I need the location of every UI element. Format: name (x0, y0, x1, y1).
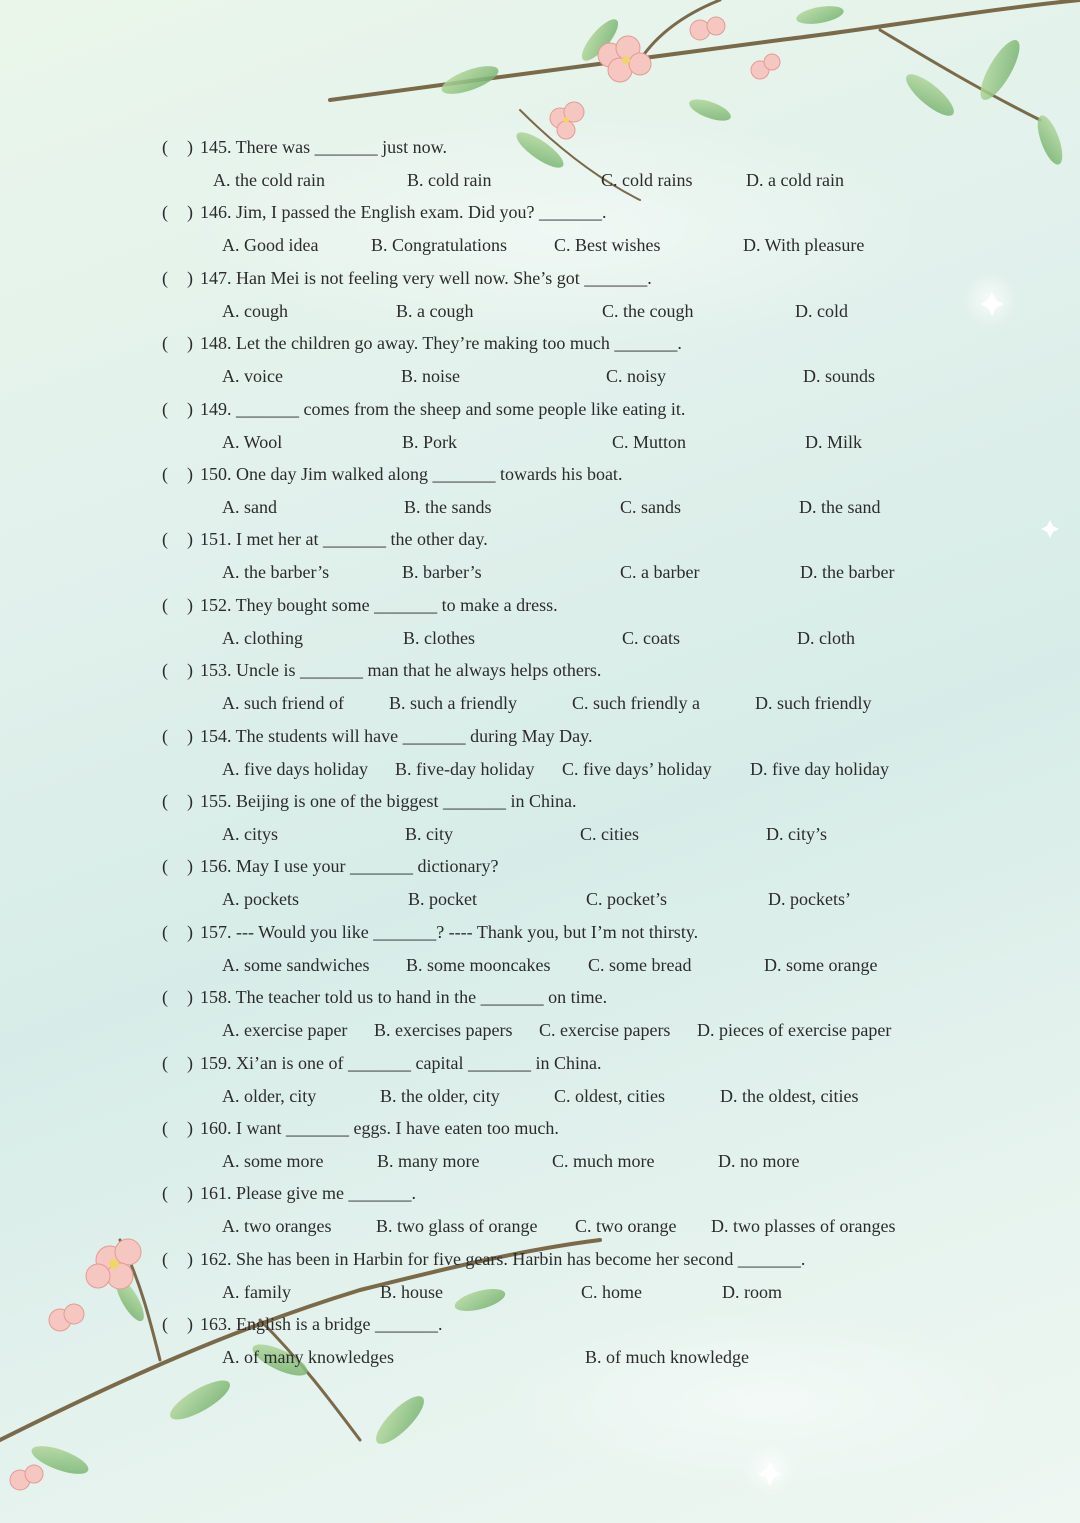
option-b: B. barber’s (402, 562, 482, 583)
option-d: D. sounds (803, 366, 876, 387)
option-b: B. the older, city (380, 1085, 500, 1106)
option-c: C. sands (620, 497, 682, 517)
answer-paren-close: ) (187, 464, 193, 484)
option-a: A. voice (222, 366, 283, 387)
answer-paren-open: ( (162, 921, 168, 942)
option-b: B. Pork (402, 431, 458, 452)
option-a: A. some sandwiches (222, 954, 370, 975)
question-stem: 154. The students will have _______ during May Day. (200, 725, 593, 746)
option-a: A. sand (222, 497, 277, 517)
option-c: C. cities (580, 824, 639, 844)
question-stem: 149. _______ comes from the sheep and some people like eating it. (200, 398, 686, 419)
option-c: C. pocket’s (586, 889, 667, 910)
option-a: A. two oranges (222, 1216, 332, 1237)
option-d: D. some orange (764, 954, 878, 975)
option-b: B. two glass of orange (376, 1216, 538, 1237)
option-d: D. the sand (799, 497, 881, 517)
question-stem: 155. Beijing is one of the biggest _______ in China. (200, 791, 577, 811)
option-d: D. cloth (797, 627, 855, 648)
answer-paren-close: ) (187, 1314, 193, 1335)
answer-paren-close: ) (187, 1248, 193, 1269)
option-b: B. exercises papers (374, 1020, 513, 1041)
option-d: D. cold (795, 300, 848, 321)
option-a: A. such friend of (222, 693, 344, 714)
option-d: D. the barber (800, 562, 895, 583)
question-stem: 162. She has been in Harbin for five gears. Harbin has become her second _______. (200, 1248, 806, 1269)
question-stem: 152. They bought some _______ to make a dress. (200, 594, 558, 615)
answer-paren-open: ( (162, 725, 168, 746)
option-c: C. such friendly a (572, 693, 700, 714)
question-stem: 159. Xi’an is one of _______ capital _______ in China. (200, 1052, 602, 1073)
answer-paren-open: ( (162, 1118, 168, 1138)
answer-paren-open: ( (162, 1183, 168, 1204)
option-a: A. Good idea (222, 235, 319, 256)
question-stem: 161. Please give me _______. (200, 1183, 416, 1204)
option-a: A. the cold rain (213, 170, 325, 190)
answer-paren-open: ( (162, 137, 168, 157)
answer-paren-close: ) (187, 987, 193, 1008)
option-d: D. two plasses of oranges (711, 1216, 896, 1237)
answer-paren-open: ( (162, 1052, 168, 1073)
option-b: B. the sands (404, 497, 492, 517)
option-a: A. older, city (222, 1085, 317, 1106)
option-c: C. two orange (575, 1216, 677, 1237)
option-a: A. Wool (222, 431, 283, 452)
option-c: C. some bread (588, 954, 692, 975)
option-c: C. a barber (620, 562, 700, 583)
answer-paren-close: ) (187, 529, 193, 550)
option-b: B. clothes (403, 627, 475, 648)
answer-paren-open: ( (162, 398, 168, 419)
option-d: D. room (722, 1281, 782, 1302)
question-stem: 148. Let the children go away. They’re making too much _______. (200, 333, 682, 354)
option-c: C. home (581, 1281, 642, 1302)
option-c: C. noisy (606, 366, 667, 387)
option-b: B. five-day holiday (395, 758, 535, 779)
answer-paren-open: ( (162, 594, 168, 615)
answer-paren-close: ) (187, 398, 193, 419)
option-b: B. of much knowledge (585, 1347, 749, 1368)
option-a: A. five days holiday (222, 758, 368, 779)
option-b: B. Congratulations (371, 235, 507, 256)
question-stem: 157. --- Would you like _______? ---- Thank you, but I’m not thirsty. (200, 921, 699, 942)
option-b: B. many more (377, 1151, 480, 1171)
question-stem: 156. May I use your _______ dictionary? (200, 856, 499, 877)
question-stem: 160. I want _______ eggs. I have eaten too much. (200, 1118, 559, 1138)
answer-paren-close: ) (187, 1052, 193, 1073)
option-c: C. oldest, cities (554, 1085, 665, 1106)
answer-paren-open: ( (162, 1248, 168, 1269)
answer-paren-open: ( (162, 660, 168, 681)
option-a: A. cough (222, 300, 288, 321)
option-b: B. city (405, 824, 453, 844)
answer-paren-close: ) (187, 856, 193, 877)
option-d: D. city’s (766, 824, 827, 844)
option-d: D. pieces of exercise paper (697, 1020, 892, 1041)
option-d: D. Milk (805, 431, 863, 452)
option-d: D. such friendly (755, 693, 872, 714)
answer-paren-close: ) (187, 202, 193, 223)
option-c: C. cold rains (601, 170, 693, 190)
answer-paren-open: ( (162, 856, 168, 877)
answer-paren-close: ) (187, 921, 193, 942)
answer-paren-close: ) (187, 791, 193, 811)
option-c: C. five days’ holiday (562, 758, 712, 779)
option-c: C. much more (552, 1151, 655, 1171)
answer-paren-open: ( (162, 202, 168, 223)
answer-paren-open: ( (162, 987, 168, 1008)
answer-paren-close: ) (187, 137, 193, 157)
option-a: A. exercise paper (222, 1020, 348, 1041)
option-d: D. pockets’ (768, 889, 851, 910)
answer-paren-close: ) (187, 1183, 193, 1204)
question-stem: 146. Jim, I passed the English exam. Did you? _______. (200, 202, 607, 223)
answer-paren-open: ( (162, 267, 168, 288)
option-c: C. coats (622, 627, 680, 648)
option-a: A. citys (222, 824, 278, 844)
option-b: B. cold rain (407, 170, 492, 190)
question-stem: 158. The teacher told us to hand in the _______ on time. (200, 987, 608, 1008)
option-b: B. a cough (396, 300, 474, 321)
option-b: B. noise (401, 366, 461, 387)
answer-paren-close: ) (187, 725, 193, 746)
answer-paren-close: ) (187, 594, 193, 615)
option-a: A. some more (222, 1151, 324, 1171)
option-c: C. Mutton (612, 431, 687, 452)
option-b: B. pocket (408, 889, 477, 910)
answer-paren-open: ( (162, 333, 168, 354)
answer-paren-open: ( (162, 791, 168, 811)
option-b: B. such a friendly (389, 693, 517, 714)
option-d: D. no more (718, 1151, 800, 1171)
option-a: A. the barber’s (222, 562, 330, 583)
question-stem: 151. I met her at _______ the other day. (200, 529, 488, 550)
option-a: A. family (222, 1281, 291, 1302)
option-d: D. With pleasure (743, 235, 865, 256)
option-a: A. of many knowledges (222, 1347, 394, 1368)
option-a: A. clothing (222, 627, 303, 648)
question-stem: 147. Han Mei is not feeling very well now. She’s got _______. (200, 267, 652, 288)
question-stem: 153. Uncle is _______ man that he always helps others. (200, 660, 602, 681)
option-a: A. pockets (222, 889, 299, 910)
option-c: C. Best wishes (554, 235, 661, 256)
option-d: D. the oldest, cities (720, 1085, 859, 1106)
option-d: D. five day holiday (750, 758, 889, 779)
question-stem: 150. One day Jim walked along _______ towards his boat. (200, 464, 623, 484)
option-c: C. exercise papers (539, 1020, 671, 1041)
option-d: D. a cold rain (746, 170, 844, 190)
option-b: B. some mooncakes (406, 954, 551, 975)
question-stem: 145. There was _______ just now. (200, 137, 447, 157)
answer-paren-open: ( (162, 529, 168, 550)
option-c: C. the cough (602, 300, 694, 321)
question-stem: 163. English is a bridge _______. (200, 1314, 443, 1335)
answer-paren-close: ) (187, 333, 193, 354)
answer-paren-close: ) (187, 267, 193, 288)
answer-paren-close: ) (187, 1118, 193, 1138)
answer-paren-open: ( (162, 1314, 168, 1335)
answer-paren-open: ( (162, 464, 168, 484)
option-b: B. house (380, 1281, 443, 1302)
answer-paren-close: ) (187, 660, 193, 681)
